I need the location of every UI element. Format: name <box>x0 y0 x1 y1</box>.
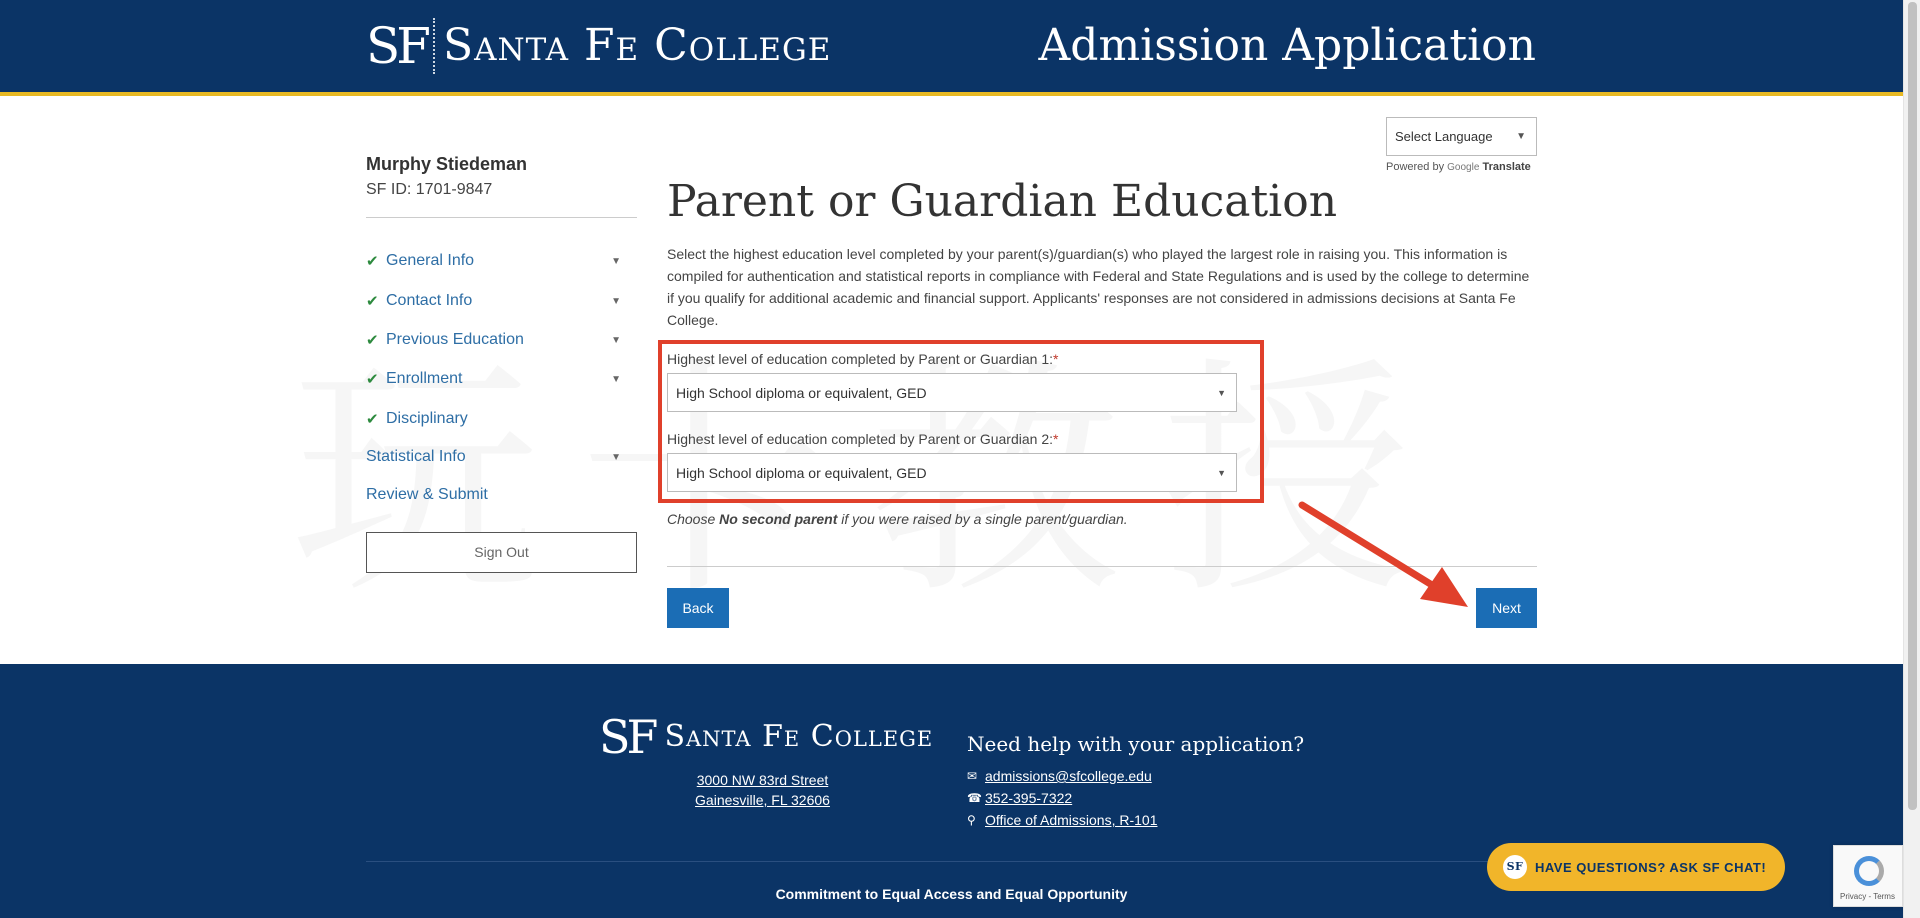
college-logo[interactable] <box>366 18 831 74</box>
powered-by-text: Powered by <box>1386 161 1445 173</box>
footer-logo[interactable] <box>599 710 934 764</box>
address-line2: Gainesville, FL 32606 <box>695 792 830 808</box>
sf-chat-label: HAVE QUESTIONS? ASK SF CHAT! <box>1535 859 1767 875</box>
scrollbar-thumb[interactable] <box>1908 2 1917 810</box>
footer-divider <box>366 861 1537 862</box>
sidebar-item-previous-education[interactable] <box>366 331 637 349</box>
email-link[interactable]: admissions@sfcollege.edu <box>985 768 1152 784</box>
main-content <box>667 176 1537 616</box>
sidebar-item-disciplinary[interactable] <box>366 410 637 428</box>
language-select[interactable] <box>1386 117 1537 156</box>
translate-link[interactable]: Translate <box>1482 161 1531 173</box>
chevron-down-icon[interactable]: ▼ <box>611 334 621 346</box>
sidebar-item-contact-info[interactable] <box>366 292 637 310</box>
sidebar-item-statistical-info[interactable] <box>366 448 637 466</box>
back-button[interactable]: Back <box>667 588 729 628</box>
phone-link[interactable]: 352-395-7322 <box>985 790 1073 806</box>
annotation-highlight-box <box>658 340 1264 503</box>
annotation-arrow-icon <box>1290 495 1480 615</box>
logo-divider <box>433 18 435 74</box>
user-name: Murphy Stiedeman <box>366 154 528 174</box>
header-title: Admission Application <box>1038 20 1536 71</box>
sidebar-item-label: Statistical Info <box>366 448 466 465</box>
recaptcha-icon <box>1854 856 1884 886</box>
sidebar-item-review-submit[interactable] <box>366 486 637 504</box>
footer-logo-mark: SF <box>599 710 655 764</box>
intro-text: Select the highest education level completed by your parent(s)/guardian(s) who played the largest role in raising you. This information is compiled for authentication and statistical reports in compliance with Federal and State Regulations and is used by the college to determine if you qualify for additional academic and financial support. Applicants' responses are not considered in admissions decisions at Santa Fe College. <box>667 246 1530 328</box>
chevron-down-icon: ▼ <box>1516 131 1526 142</box>
check-icon: ✔ <box>366 411 379 428</box>
contact-phone <box>967 790 1072 806</box>
note-bold: No second parent <box>719 511 838 527</box>
sidebar-item-label: Contact Info <box>386 292 473 309</box>
map-marker-icon: ⚲ <box>967 813 976 827</box>
logo-text: Santa Fe College <box>442 20 832 71</box>
contact-office <box>967 812 1157 828</box>
chevron-down-icon[interactable]: ▼ <box>611 373 621 385</box>
language-select-label: Select Language <box>1395 129 1493 144</box>
single-parent-note <box>667 511 1128 527</box>
note-suffix: if you were raised by a single parent/guardian. <box>837 511 1128 527</box>
page-scrollbar[interactable] <box>1903 0 1920 918</box>
phone-icon: ☎ <box>967 791 982 805</box>
sidebar-item-label: General Info <box>386 252 475 269</box>
address-line1: 3000 NW 83rd Street <box>696 772 829 788</box>
check-icon: ✔ <box>366 332 379 349</box>
page-title: Parent or Guardian Education <box>667 176 1338 227</box>
equal-opportunity-link[interactable]: Commitment to Equal Access and Equal Opportunity <box>775 886 1128 902</box>
sidebar <box>366 154 637 560</box>
required-mark: * <box>1053 431 1059 447</box>
guardian1-label-text: Highest level of education completed by Parent or Guardian 1: <box>667 351 1054 367</box>
logo-mark: SF <box>366 17 427 75</box>
note-prefix: Choose <box>667 511 720 527</box>
sidebar-item-general-info[interactable] <box>366 252 637 270</box>
guardian2-label-text: Highest level of education completed by Parent or Guardian 2: <box>667 431 1054 447</box>
contact-email <box>967 768 1152 784</box>
sf-chat-icon: SF <box>1503 855 1527 879</box>
chevron-down-icon: ▼ <box>1217 388 1226 398</box>
envelope-icon: ✉ <box>967 769 978 783</box>
sidebar-item-label: Previous Education <box>386 331 524 348</box>
check-icon: ✔ <box>366 293 379 310</box>
chevron-down-icon[interactable]: ▼ <box>611 451 621 463</box>
help-title: Need help with your application? <box>967 732 1305 756</box>
sidebar-divider <box>366 217 637 218</box>
powered-by-google-translate <box>1386 161 1531 173</box>
chevron-down-icon: ▼ <box>1217 468 1226 478</box>
sf-chat-button[interactable] <box>1487 843 1785 891</box>
required-mark: * <box>1053 351 1059 367</box>
sidebar-item-label: Disciplinary <box>386 410 468 427</box>
office-link[interactable]: Office of Admissions, R-101 <box>985 812 1158 828</box>
next-button[interactable]: Next <box>1476 588 1537 628</box>
chevron-down-icon[interactable]: ▼ <box>611 255 621 267</box>
google-logo: Google <box>1447 162 1480 173</box>
guardian2-education-value: High School diploma or equivalent, GED <box>676 465 927 481</box>
recaptcha-links[interactable]: Privacy - Terms <box>1840 892 1895 901</box>
footer-logo-text: Santa Fe College <box>664 719 934 754</box>
sidebar-item-label: Enrollment <box>386 370 463 387</box>
footer-address[interactable] <box>600 770 925 810</box>
check-icon: ✔ <box>366 371 379 388</box>
sidebar-item-enrollment[interactable] <box>366 370 637 388</box>
recaptcha-badge[interactable] <box>1833 845 1903 907</box>
site-header <box>0 0 1903 96</box>
sign-out-button[interactable]: Sign Out <box>366 532 637 573</box>
guardian1-education-value: High School diploma or equivalent, GED <box>676 385 927 401</box>
sidebar-item-label: Review & Submit <box>366 486 488 503</box>
sf-id: SF ID: 1701-9847 <box>366 181 493 198</box>
check-icon: ✔ <box>366 253 379 270</box>
chevron-down-icon[interactable]: ▼ <box>611 295 621 307</box>
